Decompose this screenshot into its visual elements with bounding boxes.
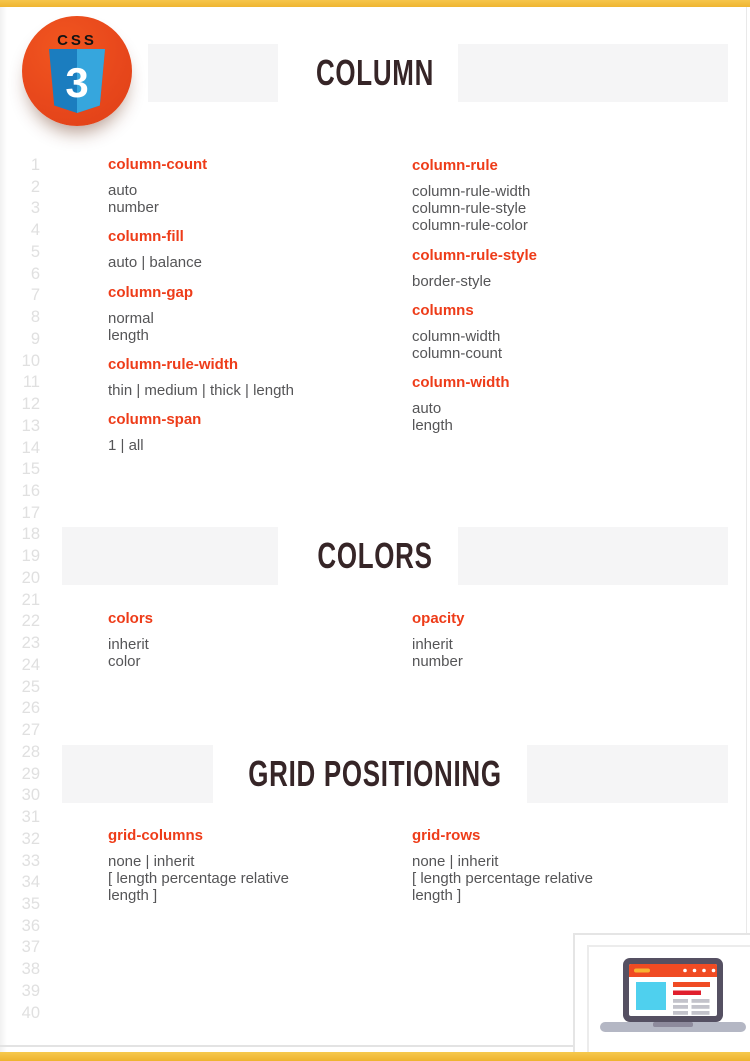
- property-value: color: [108, 653, 141, 671]
- line-number: 3: [30, 199, 40, 218]
- property-value: [ length percentage relative: [412, 870, 593, 888]
- property-name: columns: [412, 301, 474, 319]
- line-number: 6: [30, 264, 40, 283]
- property-value: auto: [108, 182, 138, 199]
- property-value: auto: [412, 400, 442, 418]
- property-name: column-width: [412, 374, 510, 392]
- line-number: 29: [21, 764, 40, 783]
- line-number: 21: [21, 590, 40, 609]
- section-title: GRID POSITIONING: [248, 753, 502, 794]
- corner-card-outer: [573, 933, 750, 1061]
- property-value: inherit: [412, 636, 453, 653]
- property-name: column-gap: [108, 283, 193, 301]
- line-number: 16: [21, 482, 40, 501]
- line-number: 24: [21, 655, 40, 674]
- property-value: [ length percentage relative: [108, 870, 289, 888]
- property-value: column-rule-width: [412, 183, 531, 200]
- property-values: [412, 183, 702, 235]
- property-block: [412, 302, 702, 362]
- laptop-browser-icon: [596, 956, 750, 1038]
- property-values: [108, 254, 398, 271]
- top-accent-bar: [0, 0, 750, 7]
- property-name: column-rule-width: [108, 356, 238, 374]
- property-block: [412, 374, 702, 434]
- property-block: [412, 827, 702, 905]
- property-values: [412, 400, 702, 434]
- colors-section-right-column: [412, 610, 702, 682]
- property-value: length ]: [412, 887, 462, 905]
- property-block: [108, 610, 398, 670]
- column-section-left-column: [108, 156, 398, 466]
- line-number: 23: [21, 634, 40, 653]
- property-value: thin | medium | thick | length: [108, 382, 294, 400]
- property-value: column-rule-color: [412, 217, 528, 235]
- line-number: 28: [21, 742, 40, 761]
- property-values: [108, 437, 398, 454]
- line-number: 10: [21, 351, 40, 370]
- line-number: 22: [21, 612, 40, 631]
- section-header-colors: [0, 527, 750, 585]
- property-name: colors: [108, 610, 154, 627]
- header-bar-right: [527, 745, 728, 803]
- line-number: 36: [21, 916, 40, 935]
- property-value: column-rule-style: [412, 200, 527, 218]
- css3-logo-text: CSS: [57, 32, 97, 49]
- colors-section-left-column: [108, 610, 398, 682]
- property-block: [108, 827, 398, 905]
- line-number: 37: [21, 938, 40, 957]
- section-title: COLUMN: [315, 52, 435, 93]
- css3-logo-icon: [22, 16, 132, 126]
- property-name: column-count: [108, 156, 208, 173]
- property-block: [108, 411, 398, 454]
- property-values: [108, 382, 398, 399]
- line-number: 19: [21, 547, 40, 566]
- line-number: 20: [21, 568, 40, 587]
- property-value: number: [412, 653, 463, 671]
- property-value: column-count: [412, 345, 503, 363]
- line-number: 26: [21, 699, 40, 718]
- line-number: 2: [30, 177, 40, 196]
- line-number: 38: [21, 960, 40, 979]
- property-block: [412, 610, 702, 670]
- property-value: column-width: [412, 327, 501, 345]
- property-value: none | inherit: [412, 853, 499, 870]
- section-header-grid-positioning: [0, 745, 750, 803]
- line-number: 1: [30, 156, 40, 174]
- property-value: length: [108, 326, 149, 344]
- property-value: length ]: [108, 887, 158, 905]
- property-block: [108, 356, 398, 399]
- line-number: 30: [21, 786, 40, 805]
- grid-section-left-column: [108, 827, 398, 917]
- line-number: 31: [21, 808, 40, 827]
- property-value: number: [108, 199, 159, 217]
- css3-shield-icon: [48, 49, 106, 113]
- line-number: 4: [30, 221, 40, 240]
- line-number: 12: [21, 395, 40, 414]
- property-value: auto | balance: [108, 254, 202, 272]
- line-number: 5: [30, 242, 40, 261]
- corner-card-inner: [587, 945, 750, 1061]
- line-number: 18: [21, 525, 40, 544]
- line-number: 32: [21, 829, 40, 848]
- property-values: [412, 328, 702, 362]
- line-number: 34: [21, 873, 40, 892]
- property-name: opacity: [412, 610, 465, 627]
- line-number: 11: [22, 373, 40, 392]
- property-value: 1 | all: [108, 437, 144, 455]
- section-title: COLORS: [317, 535, 433, 576]
- property-block: [412, 157, 702, 235]
- header-bar-right: [458, 527, 728, 585]
- property-value: normal: [108, 309, 154, 327]
- property-values: [412, 273, 702, 290]
- property-name: column-fill: [108, 228, 184, 246]
- property-values: [108, 853, 398, 905]
- property-block: [108, 228, 398, 271]
- column-section-right-column: [412, 157, 702, 447]
- line-number: 17: [21, 503, 40, 522]
- property-values: [108, 182, 398, 216]
- line-number: 39: [21, 981, 40, 1000]
- line-number: 13: [21, 416, 40, 435]
- css3-shield-number: 3: [65, 59, 89, 106]
- property-block: [108, 284, 398, 344]
- property-values: [412, 853, 702, 905]
- property-name: column-rule: [412, 157, 498, 174]
- property-values: [412, 636, 702, 670]
- property-block: [412, 247, 702, 290]
- grid-section-right-column: [412, 827, 702, 917]
- line-number: 14: [21, 438, 40, 457]
- line-number: 9: [30, 329, 40, 348]
- property-value: none | inherit: [108, 853, 195, 870]
- line-number: 35: [21, 894, 40, 913]
- property-value: length: [412, 417, 453, 435]
- line-number: 8: [30, 308, 40, 327]
- line-number: 27: [21, 721, 40, 740]
- bottom-accent-bar: [0, 1052, 750, 1061]
- property-name: column-span: [108, 411, 202, 429]
- line-number: 7: [30, 286, 40, 305]
- property-values: [108, 636, 398, 670]
- property-name: column-rule-style: [412, 246, 538, 264]
- line-number: 15: [21, 460, 40, 479]
- property-block: [108, 156, 398, 216]
- property-value: inherit: [108, 636, 149, 653]
- line-number: 33: [21, 851, 40, 870]
- property-values: [108, 310, 398, 344]
- line-number: 25: [21, 677, 40, 696]
- line-number-gutter: [0, 155, 40, 1024]
- property-name: grid-rows: [412, 827, 481, 844]
- header-bar-right: [458, 44, 728, 102]
- line-number: 40: [21, 1003, 40, 1022]
- property-value: border-style: [412, 272, 492, 290]
- property-name: grid-columns: [108, 827, 204, 844]
